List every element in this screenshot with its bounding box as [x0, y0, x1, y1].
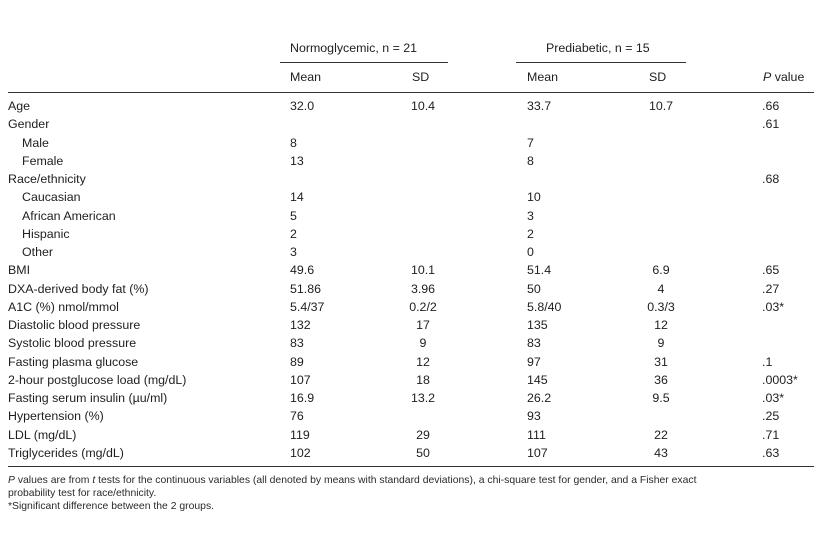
cell-s2: 9 [657, 336, 665, 350]
footnote-line3: *Significant difference between the 2 groups. [8, 501, 215, 512]
cell-m1: 89 [290, 355, 304, 369]
cell-s1: 10.1 [410, 263, 436, 277]
footnote-line2: probability test for race/ethnicity. [8, 488, 157, 499]
cell-m1: 32.0 [290, 99, 315, 113]
row-label: Other [22, 245, 53, 259]
cell-p: .25 [762, 409, 780, 423]
row-label: Hispanic [22, 227, 70, 241]
cell-s2: 0.3/3 [647, 300, 675, 314]
row-label: Race/ethnicity [8, 172, 86, 186]
cell-p: .65 [762, 263, 780, 277]
cell-p: .03* [762, 300, 785, 314]
group2-underline [516, 62, 686, 63]
cell-m1: 102 [290, 446, 311, 460]
cell-m2: 135 [527, 318, 548, 332]
cell-s1: 3.96 [410, 282, 436, 296]
row-label: Fasting plasma glucose [8, 355, 139, 369]
cell-m1: 16.9 [290, 391, 315, 405]
cell-m1: 13 [290, 154, 304, 168]
footnote-line1-end: tests for the continuous variables (all denoted by means with standard deviations), a chi-square test for gender, and a Fisher exact [95, 475, 697, 486]
cell-s1: 12 [416, 355, 430, 369]
cell-s1: 0.2/2 [409, 300, 437, 314]
cell-s1: 10.4 [410, 99, 436, 113]
cell-m1: 76 [290, 409, 304, 423]
row-label: Fasting serum insulin (µu/ml) [8, 391, 168, 405]
cell-s2: 4 [657, 282, 665, 296]
p-value-header-p: P [763, 70, 772, 84]
cell-s2: 9.5 [652, 391, 670, 405]
group-normoglycemic-header: Normoglycemic, n = 21 [290, 41, 418, 55]
cell-m1: 107 [290, 373, 311, 387]
cell-s1: 17 [416, 318, 430, 332]
cell-s2: 22 [654, 428, 668, 442]
table-bottom-rule [8, 466, 814, 467]
cell-m2: 93 [527, 409, 541, 423]
cell-s1: 29 [416, 428, 430, 442]
p-value-header-rest: value [771, 70, 805, 84]
footnote-line1-rest: values are from [14, 475, 93, 486]
footnote-t: t [92, 475, 96, 486]
cell-m2: 3 [527, 209, 534, 223]
cell-s1: 18 [416, 373, 430, 387]
cell-m1: 119 [290, 428, 310, 442]
cell-m1: 5.4/37 [290, 300, 325, 314]
cell-m2: 10 [527, 190, 541, 204]
cell-m1: 132 [290, 318, 311, 332]
cell-m1: 2 [290, 227, 297, 241]
cell-m2: 26.2 [527, 391, 552, 405]
cell-m1: 51.86 [290, 282, 322, 296]
row-label: Male [22, 136, 49, 150]
cell-p: .27 [762, 282, 780, 296]
cell-m2: 8 [527, 154, 534, 168]
sd2-header: SD [649, 70, 667, 84]
p-value-header [763, 69, 804, 85]
cell-m1: 5 [290, 209, 297, 223]
row-label: DXA-derived body fat (%) [8, 282, 149, 296]
group1-underline [280, 62, 448, 63]
cell-s1: 13.2 [410, 391, 436, 405]
row-label: Female [22, 154, 64, 168]
cell-p: .61 [762, 117, 780, 131]
cell-m1: 3 [290, 245, 297, 259]
row-label: Age [8, 99, 31, 113]
cell-p: .0003* [762, 373, 798, 387]
cell-m2: 7 [527, 136, 534, 150]
cell-s2: 31 [654, 355, 668, 369]
cell-m2: 51.4 [527, 263, 552, 277]
cell-m2: 83 [527, 336, 541, 350]
cell-p: .66 [762, 99, 780, 113]
group-prediabetic-header: Prediabetic, n = 15 [546, 41, 650, 55]
cell-m2: 145 [527, 373, 548, 387]
cell-p: .03* [762, 391, 785, 405]
cell-m1: 14 [290, 190, 304, 204]
row-label: Diastolic blood pressure [8, 318, 141, 332]
cell-m2: 5.8/40 [527, 300, 562, 314]
footnote-p: P [8, 475, 15, 486]
cell-s2: 36 [654, 373, 668, 387]
cell-p: .1 [762, 355, 773, 369]
row-label: LDL (mg/dL) [8, 428, 77, 442]
footnote-line1 [8, 474, 814, 487]
row-label: African American [22, 209, 116, 223]
cell-m2: 97 [527, 355, 541, 369]
cell-p: .63 [762, 446, 780, 460]
cell-s2: 12 [654, 318, 668, 332]
header-bottom-rule [8, 92, 814, 93]
cell-m2: 0 [527, 245, 534, 259]
cell-s1: 50 [416, 446, 430, 460]
row-label: Systolic blood pressure [8, 336, 137, 350]
row-label: Caucasian [22, 190, 81, 204]
cell-s2: 10.7 [648, 99, 674, 113]
cell-p: .71 [762, 428, 780, 442]
row-label: 2-hour postglucose load (mg/dL) [8, 373, 187, 387]
cell-s2: 43 [654, 446, 668, 460]
row-label: Gender [8, 117, 50, 131]
cell-m1: 49.6 [290, 263, 315, 277]
cell-m2: 107 [527, 446, 548, 460]
cell-m1: 83 [290, 336, 304, 350]
row-label: BMI [8, 263, 31, 277]
mean1-header: Mean [290, 70, 321, 84]
row-label: A1C (%) nmol/mmol [8, 300, 119, 314]
cell-m1: 8 [290, 136, 297, 150]
row-label: Hypertension (%) [8, 409, 104, 423]
row-label: Triglycerides (mg/dL) [8, 446, 124, 460]
cell-m2: 50 [527, 282, 541, 296]
cell-m2: 33.7 [527, 99, 552, 113]
cell-m2: 2 [527, 227, 534, 241]
mean2-header: Mean [527, 70, 558, 84]
sd1-header: SD [412, 70, 430, 84]
cell-m2: 111 [527, 428, 546, 442]
cell-s2: 6.9 [652, 263, 670, 277]
cell-p: .68 [762, 172, 780, 186]
cell-s1: 9 [419, 336, 427, 350]
